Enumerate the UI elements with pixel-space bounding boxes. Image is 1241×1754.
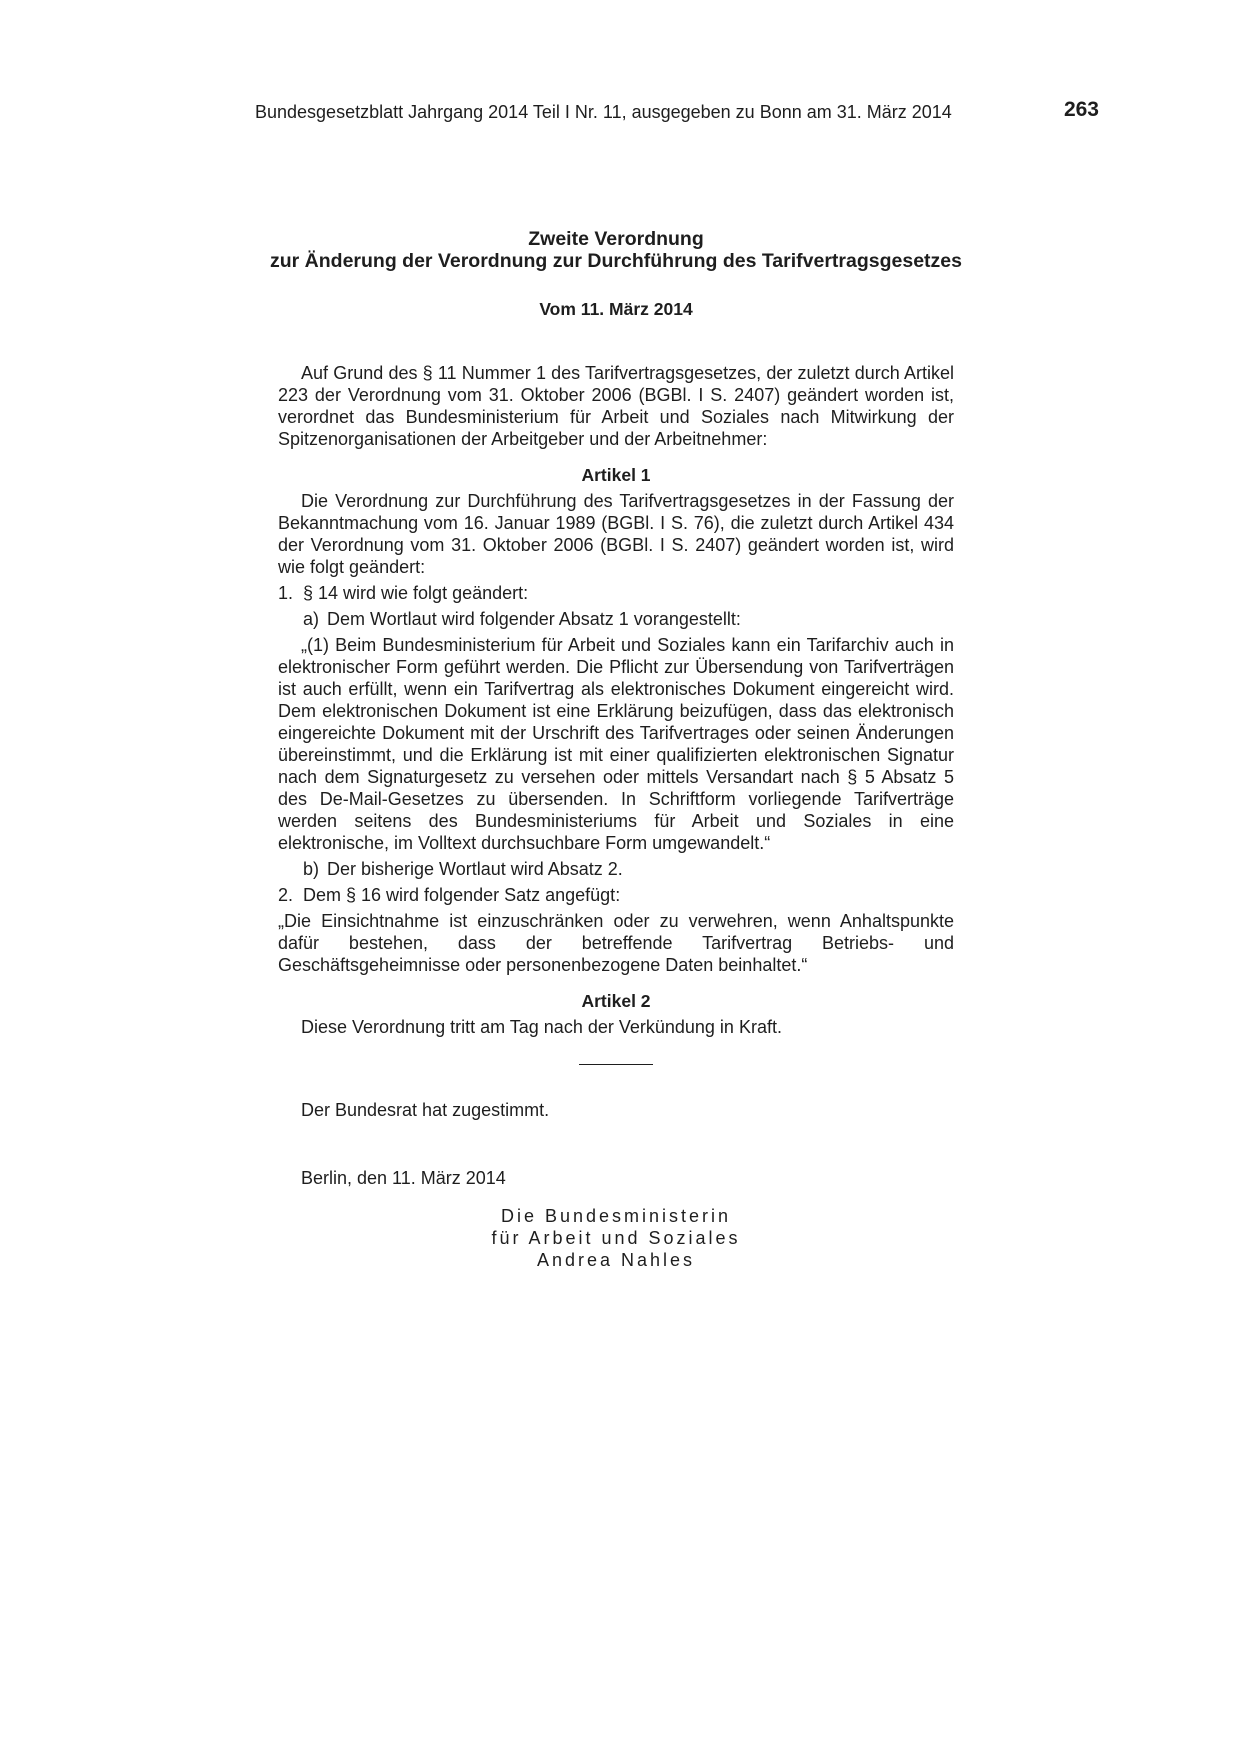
list-item-1-text: § 14 wird wie folgt geändert: bbox=[303, 583, 529, 603]
article-2-text: Diese Verordnung tritt am Tag nach der Verkündung in Kraft. bbox=[301, 1017, 782, 1037]
sub-item-a-text: Dem Wortlaut wird folgender Absatz 1 vorangestellt: bbox=[327, 609, 741, 629]
place-date: Berlin, den 11. März 2014 bbox=[301, 1168, 506, 1188]
separator-rule bbox=[579, 1064, 653, 1065]
title-line-1: Zweite Verordnung bbox=[528, 228, 704, 250]
list-item-2-number: 2. bbox=[278, 885, 294, 905]
intro-paragraph: Auf Grund des § 11 Nummer 1 des Tarifvertragsgesetzes, der zuletzt durch Artikel 223 der Verordnung vom 31. Oktober 2006 (BGBl. I S. 2407) geändert worden ist, verordnet das Bundesministerium für Arbeit und Soziales nach Mitwirkung der Spitzenorganisationen der Arbeitgeber und der Arbeitnehmer: bbox=[278, 363, 954, 449]
document-body bbox=[278, 362, 954, 1271]
consent-note: Der Bundesrat hat zugestimmt. bbox=[301, 1100, 550, 1120]
sub-item-b-text: Der bisherige Wortlaut wird Absatz 2. bbox=[327, 859, 623, 879]
document-title bbox=[237, 228, 995, 272]
sub-item-b-label: b) bbox=[303, 859, 320, 879]
running-head: Bundesgesetzblatt Jahrgang 2014 Teil I Nr. 11, ausgegeben zu Bonn am 31. März 2014 bbox=[255, 102, 952, 122]
signature-ministry: für Arbeit und Soziales bbox=[491, 1228, 741, 1248]
article-1-heading: Artikel 1 bbox=[581, 465, 651, 485]
signature-title: Die Bundesministerin bbox=[500, 1206, 732, 1226]
sub-item-a-label: a) bbox=[303, 609, 320, 629]
sub-item-a-quote: „(1) Beim Bundesministerium für Arbeit und Soziales kann ein Tarifarchiv auch in elektronischer Form geführt werden. Die Pflicht zur Übersendung von Tarifverträgen ist auch erfüllt, wenn ein Tarifvertrag als elektronisches Dokument eingereicht wird. Dem elektronischen Dokument ist eine Erklärung beizufügen, dass das elektronisch eingereichte Dokument mit der Urschrift des Tarifvertrages oder seinen Änderungen übereinstimmt, und die Erklärung ist mit einer qualifizierten elektronischen Signatur nach dem Signaturgesetz zu versehen oder mittels Versandart nach § 5 Absatz 5 des De-Mail-Gesetzes zu übersenden. In Schriftform vorliegende Tarifverträge werden seitens des Bundesministeriums für Arbeit und Soziales in eine elektronische, im Volltext durchsuchbare Form umgewandelt.“ bbox=[278, 635, 954, 853]
sub-item-a bbox=[303, 608, 954, 630]
list-item-2 bbox=[278, 884, 954, 906]
list-item-2-quote: „Die Einsichtnahme ist einzuschränken oder zu verwehren, wenn Anhaltspunkte dafür bestehen, dass der betreffende Tarifvertrag Betriebs- und Geschäftsgeheimnisse oder personenbezogene Daten beinhaltet.“ bbox=[278, 911, 954, 975]
signature-name: Andrea Nahles bbox=[536, 1250, 696, 1270]
list-item-2-text: Dem § 16 wird folgender Satz angefügt: bbox=[303, 885, 621, 905]
list-item-1-number: 1. bbox=[278, 583, 294, 603]
article-2-heading: Artikel 2 bbox=[581, 991, 651, 1011]
list-item-1 bbox=[278, 582, 954, 604]
page-number: 263 bbox=[1063, 98, 1099, 121]
title-line-2: zur Änderung der Verordnung zur Durchführung des Tarifvertragsgesetzes bbox=[270, 250, 962, 272]
article-1-intro: Die Verordnung zur Durchführung des Tarifvertragsgesetzes in der Fassung der Bekanntmachung vom 16. Januar 1989 (BGBl. I S. 76), die zuletzt durch Artikel 434 der Verordnung vom 31. Oktober 2006 (BGBl. I S. 2407) geändert worden ist, wird wie folgt geändert: bbox=[278, 491, 954, 577]
sub-item-b bbox=[303, 858, 954, 880]
document-date: Vom 11. März 2014 bbox=[539, 299, 693, 319]
signature-block bbox=[278, 1205, 954, 1271]
